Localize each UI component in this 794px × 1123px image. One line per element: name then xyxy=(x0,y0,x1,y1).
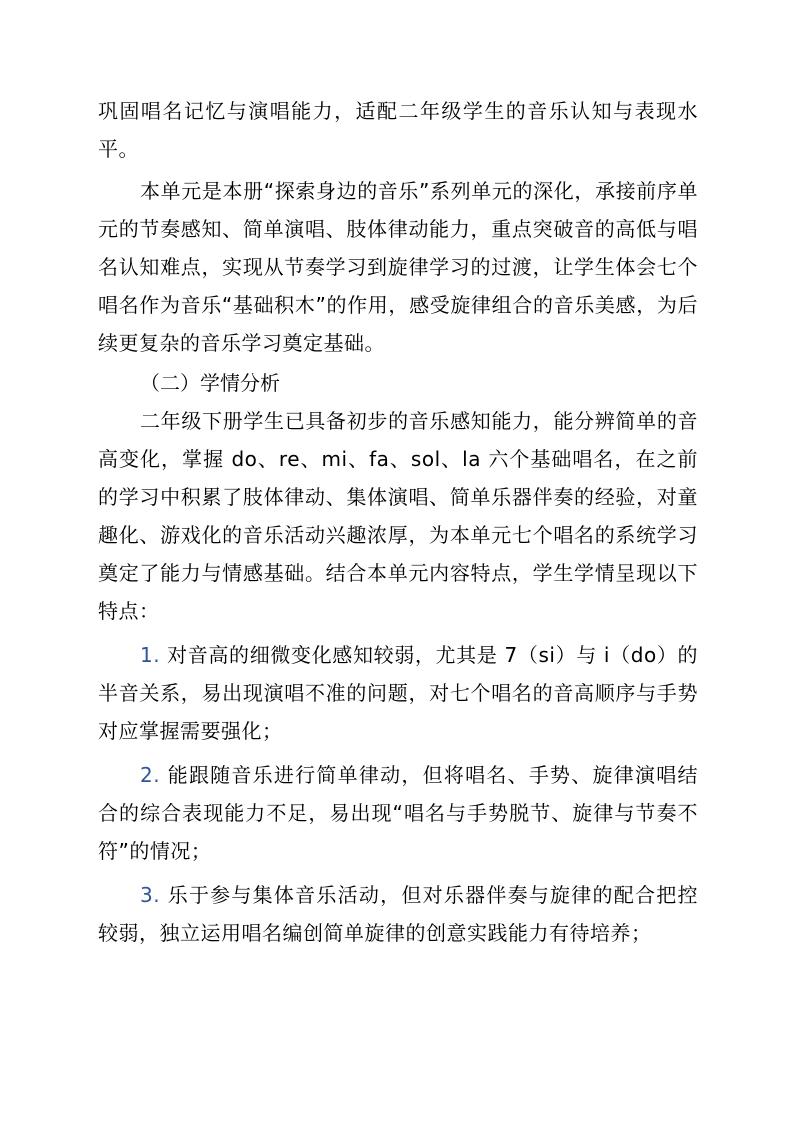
intro-continuation-paragraph: 巩固唱名记忆与演唱能力，适配二年级学生的音乐认知与表现水平。 xyxy=(98,99,698,161)
list-item-text: 能跟随音乐进行简单律动，但将唱名、手势、旋律演唱结合的综合表现能力不足，易出现“唱名与手势脱节、旋律与节奏不符”的情况； xyxy=(98,763,699,863)
list-item-text: 乐于参与集体音乐活动，但对乐器伴奏与旋律的配合把控较弱，独立运用唱名编创简单旋律的创意实践能力有待培养； xyxy=(98,883,699,945)
list-item-number: 3. xyxy=(140,883,161,907)
analysis-paragraph: 二年级下册学生已具备初步的音乐感知能力，能分辨简单的音高变化，掌握 do、re、mi、fa、sol、la 六个基础唱名，在之前的学习中积累了肢体律动、集体演唱、简单乐器伴奏的经验，对童趣化、游戏化的音乐活动兴趣浓厚，为本单元七个唱名的系统学习奠定了能力与情感基础。结合本单元内容特点，学生学情呈现以下特点： xyxy=(98,409,698,623)
list-item xyxy=(98,756,698,870)
list-item xyxy=(98,636,698,750)
list-item xyxy=(98,876,698,952)
list-item-text: 对音高的细微变化感知较弱，尤其是 7（si）与 i（do）的半音关系，易出现演唱不准的问题，对七个唱名的音高顺序与手势对应掌握需要强化； xyxy=(98,643,699,743)
unit-description-paragraph: 本单元是本册“探索身边的音乐”系列单元的深化，承接前序单元的节奏感知、简单演唱、肢体律动能力，重点突破音的高低与唱名认知难点，实现从节奏学习到旋律学习的过渡，让学生体会七个唱名作为音乐“基础积木”的作用，感受旋律组合的音乐美感，为后续更复杂的音乐学习奠定基础。 xyxy=(98,179,698,355)
section-heading: （二）学情分析 xyxy=(140,371,280,395)
list-item-number: 1. xyxy=(140,643,161,667)
document-page xyxy=(98,92,698,952)
list-item-number: 2. xyxy=(140,763,161,787)
